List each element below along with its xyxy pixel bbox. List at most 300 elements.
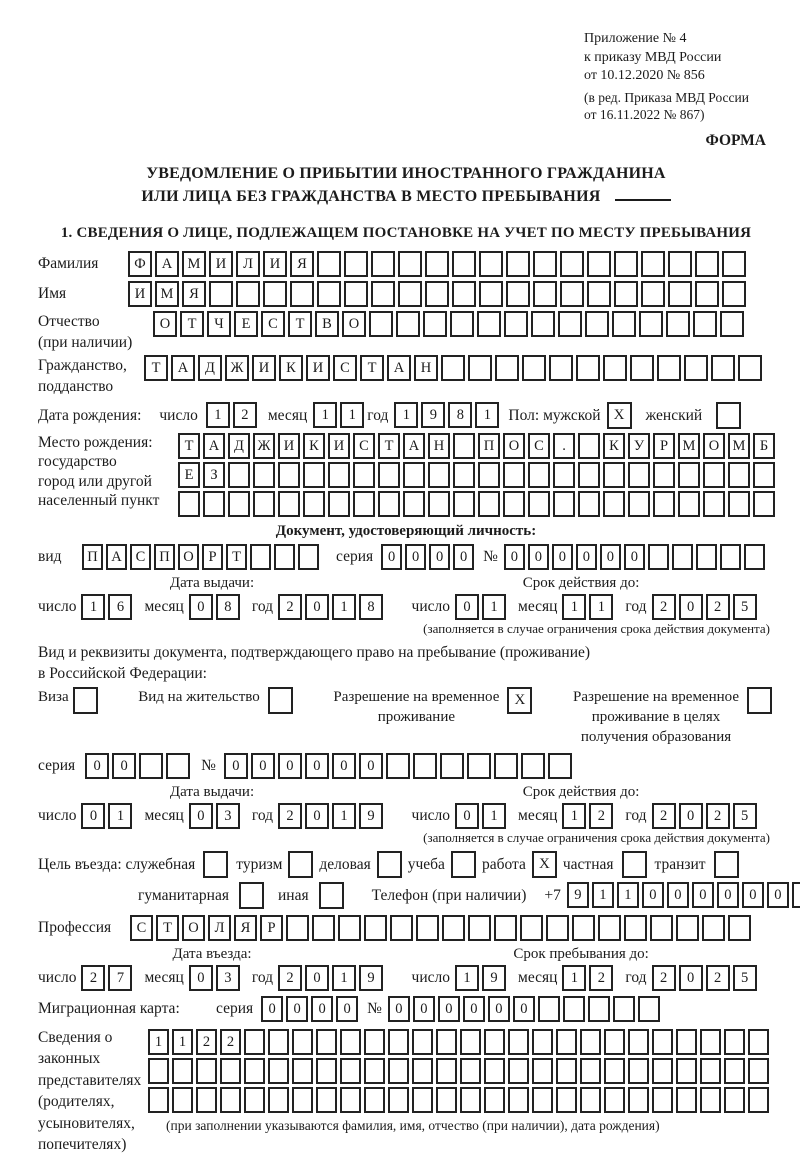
form-cell[interactable]: [263, 281, 287, 307]
form-cell[interactable]: [278, 462, 300, 488]
form-cell[interactable]: О: [503, 433, 525, 459]
form-cell[interactable]: 3: [216, 803, 240, 829]
form-cell[interactable]: [479, 281, 503, 307]
form-cell[interactable]: [676, 1058, 697, 1084]
form-cell[interactable]: [228, 491, 250, 517]
form-cell[interactable]: [274, 544, 295, 570]
form-cell[interactable]: [553, 462, 575, 488]
form-cell[interactable]: [533, 251, 557, 277]
form-cell[interactable]: [508, 1029, 529, 1055]
form-cell[interactable]: [503, 491, 525, 517]
form-cell[interactable]: 9: [421, 402, 445, 428]
form-cell[interactable]: 2: [652, 803, 676, 829]
form-cell[interactable]: [452, 251, 476, 277]
form-cell[interactable]: [668, 281, 692, 307]
form-cell[interactable]: 0: [286, 996, 308, 1022]
form-cell[interactable]: [244, 1029, 265, 1055]
form-cell[interactable]: [244, 1087, 265, 1113]
form-cell[interactable]: Ж: [253, 433, 275, 459]
form-cell[interactable]: 1: [589, 594, 613, 620]
form-cell[interactable]: [148, 1087, 169, 1113]
form-cell[interactable]: 1: [206, 402, 230, 428]
form-cell[interactable]: 9: [359, 803, 383, 829]
form-cell[interactable]: Я: [290, 251, 314, 277]
form-cell[interactable]: [317, 281, 341, 307]
form-cell[interactable]: Л: [236, 251, 260, 277]
form-cell[interactable]: [403, 462, 425, 488]
form-cell[interactable]: [388, 1029, 409, 1055]
form-cell[interactable]: [286, 915, 309, 941]
form-cell[interactable]: У: [628, 433, 650, 459]
form-cell[interactable]: [316, 1029, 337, 1055]
form-cell[interactable]: 6: [108, 594, 132, 620]
form-cell[interactable]: [676, 1087, 697, 1113]
form-cell[interactable]: [452, 281, 476, 307]
form-cell[interactable]: [753, 491, 775, 517]
form-cell[interactable]: [364, 1058, 385, 1084]
form-cell[interactable]: 2: [81, 965, 105, 991]
form-cell[interactable]: [533, 281, 557, 307]
form-cell[interactable]: [484, 1029, 505, 1055]
form-cell[interactable]: 0: [305, 965, 329, 991]
form-cell[interactable]: [364, 1087, 385, 1113]
form-cell[interactable]: [220, 1058, 241, 1084]
form-cell[interactable]: 0: [576, 544, 597, 570]
form-cell[interactable]: А: [403, 433, 425, 459]
form-cell[interactable]: [316, 1058, 337, 1084]
form-cell[interactable]: [412, 1058, 433, 1084]
other-purpose-checkbox[interactable]: [319, 882, 344, 909]
form-cell[interactable]: [268, 1058, 289, 1084]
form-cell[interactable]: [166, 753, 190, 779]
form-cell[interactable]: [748, 1087, 769, 1113]
form-cell[interactable]: [396, 311, 420, 337]
form-cell[interactable]: 0: [305, 803, 329, 829]
form-cell[interactable]: [344, 281, 368, 307]
form-cell[interactable]: [390, 915, 413, 941]
form-cell[interactable]: 0: [488, 996, 510, 1022]
form-cell[interactable]: [460, 1029, 481, 1055]
form-cell[interactable]: 0: [381, 544, 402, 570]
form-cell[interactable]: [508, 1058, 529, 1084]
form-cell[interactable]: Б: [753, 433, 775, 459]
form-cell[interactable]: [604, 1087, 625, 1113]
form-cell[interactable]: 7: [108, 965, 132, 991]
form-cell[interactable]: [364, 1029, 385, 1055]
form-cell[interactable]: [603, 491, 625, 517]
form-cell[interactable]: [203, 491, 225, 517]
form-cell[interactable]: А: [171, 355, 195, 381]
form-cell[interactable]: [468, 355, 492, 381]
form-cell[interactable]: И: [128, 281, 152, 307]
form-cell[interactable]: [657, 355, 681, 381]
form-cell[interactable]: Я: [234, 915, 257, 941]
form-cell[interactable]: [676, 1029, 697, 1055]
form-cell[interactable]: Д: [198, 355, 222, 381]
form-cell[interactable]: О: [178, 544, 199, 570]
form-cell[interactable]: [303, 491, 325, 517]
form-cell[interactable]: 1: [394, 402, 418, 428]
form-cell[interactable]: 0: [413, 996, 435, 1022]
form-cell[interactable]: М: [678, 433, 700, 459]
form-cell[interactable]: 1: [455, 965, 479, 991]
form-cell[interactable]: [560, 281, 584, 307]
form-cell[interactable]: Н: [414, 355, 438, 381]
form-cell[interactable]: [220, 1087, 241, 1113]
form-cell[interactable]: 0: [388, 996, 410, 1022]
form-cell[interactable]: [172, 1058, 193, 1084]
form-cell[interactable]: [668, 251, 692, 277]
form-cell[interactable]: [549, 355, 573, 381]
form-cell[interactable]: [724, 1058, 745, 1084]
female-checkbox[interactable]: [716, 402, 741, 429]
form-cell[interactable]: И: [328, 433, 350, 459]
form-cell[interactable]: [522, 355, 546, 381]
study-checkbox[interactable]: [451, 851, 476, 878]
form-cell[interactable]: [628, 1029, 649, 1055]
form-cell[interactable]: К: [279, 355, 303, 381]
form-cell[interactable]: О: [342, 311, 366, 337]
form-cell[interactable]: [603, 462, 625, 488]
form-cell[interactable]: [292, 1029, 313, 1055]
form-cell[interactable]: 0: [453, 544, 474, 570]
form-cell[interactable]: 2: [589, 965, 613, 991]
form-cell[interactable]: 0: [336, 996, 358, 1022]
form-cell[interactable]: [139, 753, 163, 779]
form-cell[interactable]: [628, 491, 650, 517]
form-cell[interactable]: 0: [600, 544, 621, 570]
form-cell[interactable]: [178, 491, 200, 517]
form-cell[interactable]: .: [553, 433, 575, 459]
form-cell[interactable]: [722, 251, 746, 277]
form-cell[interactable]: [398, 281, 422, 307]
form-cell[interactable]: [292, 1058, 313, 1084]
form-cell[interactable]: 8: [448, 402, 472, 428]
form-cell[interactable]: 1: [81, 594, 105, 620]
temp-residence-edu-checkbox[interactable]: [747, 687, 772, 714]
form-cell[interactable]: 0: [767, 882, 789, 908]
form-cell[interactable]: [720, 544, 741, 570]
form-cell[interactable]: [312, 915, 335, 941]
form-cell[interactable]: [253, 462, 275, 488]
form-cell[interactable]: 0: [455, 594, 479, 620]
form-cell[interactable]: [520, 915, 543, 941]
form-cell[interactable]: 3: [216, 965, 240, 991]
form-cell[interactable]: [494, 915, 517, 941]
form-cell[interactable]: Т: [288, 311, 312, 337]
form-cell[interactable]: [268, 1087, 289, 1113]
form-cell[interactable]: [546, 915, 569, 941]
form-cell[interactable]: [196, 1087, 217, 1113]
form-cell[interactable]: 8: [216, 594, 240, 620]
form-cell[interactable]: 1: [562, 965, 586, 991]
form-cell[interactable]: [653, 491, 675, 517]
form-cell[interactable]: С: [261, 311, 285, 337]
form-cell[interactable]: [453, 462, 475, 488]
form-cell[interactable]: О: [182, 915, 205, 941]
form-cell[interactable]: [578, 462, 600, 488]
form-cell[interactable]: [317, 251, 341, 277]
form-cell[interactable]: [504, 311, 528, 337]
form-cell[interactable]: [425, 281, 449, 307]
form-cell[interactable]: [624, 915, 647, 941]
form-cell[interactable]: [678, 462, 700, 488]
form-cell[interactable]: 0: [405, 544, 426, 570]
form-cell[interactable]: [748, 1058, 769, 1084]
form-cell[interactable]: 2: [706, 803, 730, 829]
form-cell[interactable]: [728, 915, 751, 941]
form-cell[interactable]: О: [153, 311, 177, 337]
form-cell[interactable]: 2: [220, 1029, 241, 1055]
form-cell[interactable]: С: [130, 544, 151, 570]
form-cell[interactable]: 1: [340, 402, 364, 428]
transit-checkbox[interactable]: [714, 851, 739, 878]
form-cell[interactable]: Р: [202, 544, 223, 570]
form-cell[interactable]: 0: [624, 544, 645, 570]
form-cell[interactable]: [728, 491, 750, 517]
form-cell[interactable]: [278, 491, 300, 517]
form-cell[interactable]: [556, 1029, 577, 1055]
form-cell[interactable]: 9: [567, 882, 589, 908]
humanitarian-checkbox[interactable]: [239, 882, 264, 909]
form-cell[interactable]: С: [130, 915, 153, 941]
form-cell[interactable]: [684, 355, 708, 381]
form-cell[interactable]: [720, 311, 744, 337]
form-cell[interactable]: [253, 491, 275, 517]
residence-permit-checkbox[interactable]: [268, 687, 293, 714]
form-cell[interactable]: [641, 251, 665, 277]
form-cell[interactable]: [506, 251, 530, 277]
form-cell[interactable]: [628, 1087, 649, 1113]
form-cell[interactable]: [344, 251, 368, 277]
form-cell[interactable]: [340, 1029, 361, 1055]
form-cell[interactable]: Т: [180, 311, 204, 337]
form-cell[interactable]: [353, 491, 375, 517]
form-cell[interactable]: [484, 1058, 505, 1084]
form-cell[interactable]: 0: [742, 882, 764, 908]
form-cell[interactable]: И: [252, 355, 276, 381]
form-cell[interactable]: Р: [653, 433, 675, 459]
form-cell[interactable]: З: [203, 462, 225, 488]
form-cell[interactable]: 1: [332, 803, 356, 829]
male-checkbox[interactable]: X: [607, 402, 632, 429]
form-cell[interactable]: [700, 1087, 721, 1113]
form-cell[interactable]: Я: [182, 281, 206, 307]
form-cell[interactable]: [641, 281, 665, 307]
form-cell[interactable]: [209, 281, 233, 307]
form-cell[interactable]: [598, 915, 621, 941]
form-cell[interactable]: П: [154, 544, 175, 570]
form-cell[interactable]: [728, 462, 750, 488]
form-cell[interactable]: 0: [667, 882, 689, 908]
form-cell[interactable]: [744, 544, 765, 570]
form-cell[interactable]: [612, 311, 636, 337]
form-cell[interactable]: 0: [359, 753, 383, 779]
form-cell[interactable]: 0: [224, 753, 248, 779]
form-cell[interactable]: [553, 491, 575, 517]
form-cell[interactable]: И: [306, 355, 330, 381]
form-cell[interactable]: 0: [189, 803, 213, 829]
form-cell[interactable]: [369, 311, 393, 337]
form-cell[interactable]: Е: [178, 462, 200, 488]
form-cell[interactable]: [428, 462, 450, 488]
form-cell[interactable]: [453, 433, 475, 459]
form-cell[interactable]: Р: [260, 915, 283, 941]
form-cell[interactable]: [441, 355, 465, 381]
form-cell[interactable]: [244, 1058, 265, 1084]
form-cell[interactable]: [653, 462, 675, 488]
form-cell[interactable]: [290, 281, 314, 307]
form-cell[interactable]: 1: [482, 803, 506, 829]
form-cell[interactable]: [650, 915, 673, 941]
form-cell[interactable]: Т: [378, 433, 400, 459]
form-cell[interactable]: [403, 491, 425, 517]
form-cell[interactable]: 0: [717, 882, 739, 908]
form-cell[interactable]: 0: [642, 882, 664, 908]
form-cell[interactable]: [648, 544, 669, 570]
form-cell[interactable]: Д: [228, 433, 250, 459]
form-cell[interactable]: 5: [733, 594, 757, 620]
form-cell[interactable]: [388, 1058, 409, 1084]
form-cell[interactable]: [503, 462, 525, 488]
private-checkbox[interactable]: [622, 851, 647, 878]
form-cell[interactable]: 0: [552, 544, 573, 570]
form-cell[interactable]: [724, 1029, 745, 1055]
form-cell[interactable]: 1: [617, 882, 639, 908]
form-cell[interactable]: [508, 1087, 529, 1113]
form-cell[interactable]: 1: [313, 402, 337, 428]
form-cell[interactable]: 1: [475, 402, 499, 428]
form-cell[interactable]: [378, 491, 400, 517]
form-cell[interactable]: А: [155, 251, 179, 277]
form-cell[interactable]: [738, 355, 762, 381]
form-cell[interactable]: [378, 462, 400, 488]
form-cell[interactable]: 9: [359, 965, 383, 991]
form-cell[interactable]: 1: [562, 803, 586, 829]
form-cell[interactable]: 5: [733, 965, 757, 991]
form-cell[interactable]: Т: [226, 544, 247, 570]
form-cell[interactable]: [639, 311, 663, 337]
form-cell[interactable]: [292, 1087, 313, 1113]
form-cell[interactable]: 1: [148, 1029, 169, 1055]
form-cell[interactable]: [700, 1058, 721, 1084]
form-cell[interactable]: [416, 915, 439, 941]
form-cell[interactable]: 2: [589, 803, 613, 829]
form-cell[interactable]: Ф: [128, 251, 152, 277]
form-cell[interactable]: [556, 1058, 577, 1084]
form-cell[interactable]: 0: [679, 594, 703, 620]
form-cell[interactable]: [588, 996, 610, 1022]
form-cell[interactable]: 8: [359, 594, 383, 620]
form-cell[interactable]: [494, 753, 518, 779]
form-cell[interactable]: 2: [196, 1029, 217, 1055]
form-cell[interactable]: [450, 311, 474, 337]
form-cell[interactable]: Т: [178, 433, 200, 459]
form-cell[interactable]: Ж: [225, 355, 249, 381]
form-cell[interactable]: [614, 251, 638, 277]
form-cell[interactable]: [556, 1087, 577, 1113]
form-cell[interactable]: [298, 544, 319, 570]
form-cell[interactable]: 1: [332, 594, 356, 620]
form-cell[interactable]: Т: [156, 915, 179, 941]
form-cell[interactable]: [538, 996, 560, 1022]
form-cell[interactable]: 0: [81, 803, 105, 829]
form-cell[interactable]: [398, 251, 422, 277]
form-cell[interactable]: [604, 1029, 625, 1055]
form-cell[interactable]: 0: [332, 753, 356, 779]
form-cell[interactable]: [628, 1058, 649, 1084]
form-cell[interactable]: [436, 1058, 457, 1084]
form-cell[interactable]: [268, 1029, 289, 1055]
form-cell[interactable]: [572, 915, 595, 941]
form-cell[interactable]: [328, 462, 350, 488]
form-cell[interactable]: Л: [208, 915, 231, 941]
form-cell[interactable]: 0: [528, 544, 549, 570]
form-cell[interactable]: П: [82, 544, 103, 570]
form-cell[interactable]: 0: [463, 996, 485, 1022]
form-cell[interactable]: [428, 491, 450, 517]
form-cell[interactable]: [386, 753, 410, 779]
tourism-checkbox[interactable]: [288, 851, 313, 878]
form-cell[interactable]: [703, 462, 725, 488]
form-cell[interactable]: [580, 1029, 601, 1055]
form-cell[interactable]: 0: [455, 803, 479, 829]
temp-residence-checkbox[interactable]: X: [507, 687, 532, 714]
form-cell[interactable]: 0: [278, 753, 302, 779]
form-cell[interactable]: [250, 544, 271, 570]
form-cell[interactable]: [316, 1087, 337, 1113]
form-cell[interactable]: [412, 1087, 433, 1113]
form-cell[interactable]: 2: [706, 965, 730, 991]
form-cell[interactable]: [460, 1058, 481, 1084]
form-cell[interactable]: С: [333, 355, 357, 381]
form-cell[interactable]: 1: [482, 594, 506, 620]
form-cell[interactable]: 0: [305, 753, 329, 779]
form-cell[interactable]: [676, 915, 699, 941]
form-cell[interactable]: 2: [278, 965, 302, 991]
form-cell[interactable]: [521, 753, 545, 779]
form-cell[interactable]: [442, 915, 465, 941]
form-cell[interactable]: 0: [679, 965, 703, 991]
form-cell[interactable]: [528, 462, 550, 488]
form-cell[interactable]: 5: [733, 803, 757, 829]
form-cell[interactable]: 2: [706, 594, 730, 620]
form-cell[interactable]: [479, 251, 503, 277]
form-cell[interactable]: [666, 311, 690, 337]
form-cell[interactable]: [652, 1029, 673, 1055]
form-cell[interactable]: 0: [189, 965, 213, 991]
form-cell[interactable]: [412, 1029, 433, 1055]
form-cell[interactable]: С: [528, 433, 550, 459]
form-cell[interactable]: М: [155, 281, 179, 307]
form-cell[interactable]: О: [703, 433, 725, 459]
form-cell[interactable]: 2: [652, 594, 676, 620]
form-cell[interactable]: 0: [438, 996, 460, 1022]
form-cell[interactable]: 0: [429, 544, 450, 570]
form-cell[interactable]: [436, 1087, 457, 1113]
form-cell[interactable]: [585, 311, 609, 337]
form-cell[interactable]: [563, 996, 585, 1022]
form-cell[interactable]: 1: [562, 594, 586, 620]
form-cell[interactable]: 0: [513, 996, 535, 1022]
form-cell[interactable]: [628, 462, 650, 488]
form-cell[interactable]: [587, 281, 611, 307]
form-cell[interactable]: 0: [85, 753, 109, 779]
form-cell[interactable]: [576, 355, 600, 381]
form-cell[interactable]: В: [315, 311, 339, 337]
form-cell[interactable]: 2: [652, 965, 676, 991]
work-checkbox[interactable]: X: [532, 851, 557, 878]
